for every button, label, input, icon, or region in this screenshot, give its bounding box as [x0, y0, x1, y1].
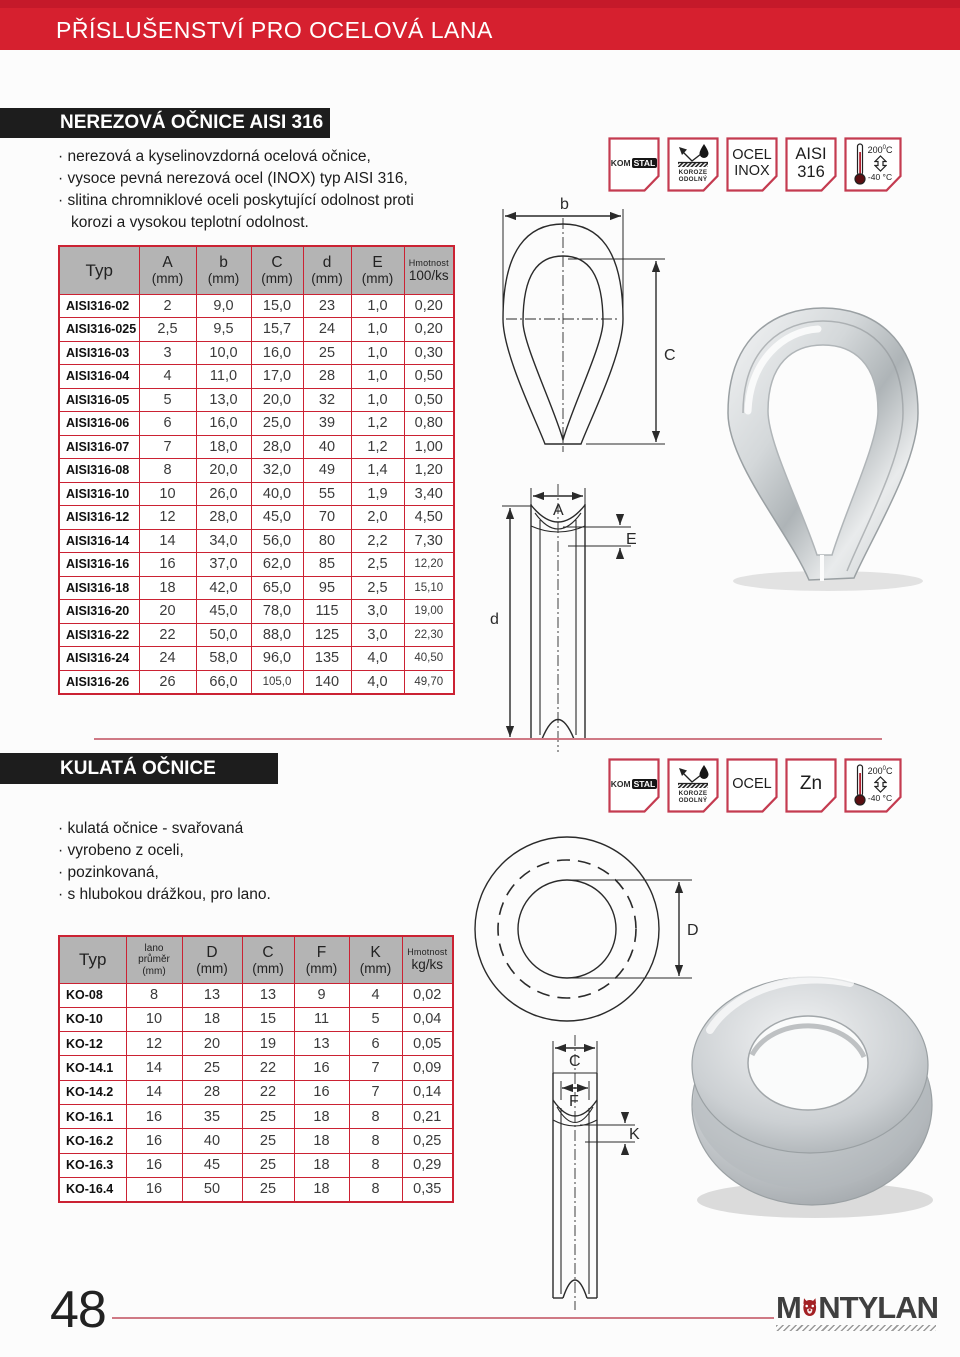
value-cell: 15 — [242, 1007, 294, 1031]
value-cell: 50,0 — [196, 623, 251, 647]
type-cell: AISI316-05 — [59, 388, 139, 412]
value-cell: 39 — [303, 412, 351, 436]
value-cell: 16 — [126, 1177, 182, 1201]
type-cell: KO-10 — [59, 1007, 126, 1031]
value-cell: 13 — [294, 1032, 349, 1056]
value-cell: 22 — [242, 1056, 294, 1080]
dim-label-A: A — [553, 502, 564, 519]
table-row — [59, 318, 454, 342]
value-cell: 19 — [242, 1032, 294, 1056]
column-header: Typ — [59, 246, 139, 294]
value-cell: 16 — [294, 1080, 349, 1104]
komstal-badge: KOM STAL — [608, 137, 660, 192]
footer-rule — [112, 1317, 774, 1319]
page-header-bar — [0, 0, 960, 50]
round-thimble-spec-table — [58, 935, 454, 1203]
bullet-item: korozi a vysokou teplotní odolnost. — [71, 214, 309, 231]
logo-underline — [776, 1325, 936, 1331]
type-cell: KO-14.1 — [59, 1056, 126, 1080]
badge-label: AISI — [795, 144, 827, 163]
value-cell: 4,0 — [351, 647, 404, 671]
value-cell: 37,0 — [196, 553, 251, 577]
value-cell: 3 — [139, 341, 196, 365]
value-cell: 105,0 — [251, 670, 303, 694]
value-cell: 17,0 — [251, 365, 303, 389]
section-divider — [94, 738, 882, 740]
dim-label-b: b — [560, 196, 569, 213]
value-cell: 58,0 — [196, 647, 251, 671]
value-cell: 0,04 — [402, 1007, 453, 1031]
value-cell: 19,00 — [404, 600, 454, 624]
value-cell: 9,5 — [196, 318, 251, 342]
value-cell: 20,0 — [196, 459, 251, 483]
type-cell: AISI316-04 — [59, 365, 139, 389]
komstal-logo: KOM — [610, 158, 631, 168]
table-row — [59, 412, 454, 436]
value-cell: 1,9 — [351, 482, 404, 506]
value-cell: 5 — [139, 388, 196, 412]
thermometer-icon — [854, 763, 866, 806]
temperature-range-badge — [844, 137, 902, 192]
value-cell: 10 — [139, 482, 196, 506]
value-cell: 4,50 — [404, 506, 454, 530]
bullet-list — [58, 146, 414, 234]
corrosion-resistant-badge: KOROZE ODOLNÝ — [667, 758, 719, 813]
column-header: K (mm) — [349, 936, 402, 983]
table-row — [59, 341, 454, 365]
column-header: D (mm) — [182, 936, 242, 983]
type-cell: AISI316-22 — [59, 623, 139, 647]
bullet-item: · slitina chromniklové oceli poskytující odolnost proti — [58, 192, 414, 209]
value-cell: 0,20 — [404, 294, 454, 318]
value-cell: 12 — [126, 1032, 182, 1056]
value-cell: 6 — [139, 412, 196, 436]
value-cell: 15,0 — [251, 294, 303, 318]
aisi316-spec-table — [58, 245, 455, 695]
type-cell: AISI316-20 — [59, 600, 139, 624]
value-cell: 32,0 — [251, 459, 303, 483]
value-cell: 20 — [139, 600, 196, 624]
type-cell: KO-12 — [59, 1032, 126, 1056]
value-cell: 85 — [303, 553, 351, 577]
value-cell: 0,02 — [402, 983, 453, 1007]
value-cell: 18 — [139, 576, 196, 600]
value-cell: 18,0 — [196, 435, 251, 459]
value-cell: 80 — [303, 529, 351, 553]
section-header-round-thimble — [0, 753, 278, 784]
value-cell: 24 — [139, 647, 196, 671]
logo-letters-rest: NTYLAN — [818, 1290, 938, 1325]
column-header: lano průměr (mm) — [126, 936, 182, 983]
value-cell: 18 — [294, 1129, 349, 1153]
value-cell: 65,0 — [251, 576, 303, 600]
table-row — [59, 647, 454, 671]
type-cell: AISI316-24 — [59, 647, 139, 671]
value-cell: 10,0 — [196, 341, 251, 365]
value-cell: 11,0 — [196, 365, 251, 389]
type-cell: KO-16.3 — [59, 1153, 126, 1177]
updown-arrow-icon — [874, 776, 887, 793]
value-cell: 24 — [303, 318, 351, 342]
type-cell: KO-14.2 — [59, 1080, 126, 1104]
value-cell: 8 — [349, 1129, 402, 1153]
corrosion-resistant-badge: KOROZE ODOLNÝ — [667, 137, 719, 192]
column-header: d (mm) — [303, 246, 351, 294]
type-cell: AISI316-08 — [59, 459, 139, 483]
value-cell: 25 — [242, 1153, 294, 1177]
value-cell: 18 — [294, 1104, 349, 1128]
value-cell: 25 — [242, 1129, 294, 1153]
value-cell: 18 — [182, 1007, 242, 1031]
value-cell: 0,80 — [404, 412, 454, 436]
value-cell: 2,0 — [351, 506, 404, 530]
temp-high-label: $200^0C$ — [867, 144, 893, 155]
value-cell: 1,0 — [351, 341, 404, 365]
type-cell: KO-16.1 — [59, 1104, 126, 1128]
column-header: F (mm) — [294, 936, 349, 983]
table-row — [59, 1080, 453, 1104]
value-cell: 5 — [349, 1007, 402, 1031]
badge-label: OCEL — [732, 146, 772, 163]
value-cell: 13,0 — [196, 388, 251, 412]
table-row — [59, 435, 454, 459]
temp-high-label: $200^0C$ — [867, 765, 893, 776]
column-header: C (mm) — [242, 936, 294, 983]
value-cell: 70 — [303, 506, 351, 530]
type-cell: AISI316-03 — [59, 341, 139, 365]
column-header: E (mm) — [351, 246, 404, 294]
value-cell: 56,0 — [251, 529, 303, 553]
value-cell: 14 — [126, 1056, 182, 1080]
value-cell: 4,0 — [351, 670, 404, 694]
value-cell: 25,0 — [251, 412, 303, 436]
ocel-inox-badge: OCEL INOX — [726, 137, 778, 192]
value-cell: 1,2 — [351, 412, 404, 436]
page-title: PŘÍSLUŠENSTVÍ PRO OCELOVÁ LANA — [56, 17, 493, 43]
table-row — [59, 365, 454, 389]
value-cell: 0,14 — [402, 1080, 453, 1104]
badge-row — [608, 137, 902, 192]
table-row — [59, 1056, 453, 1080]
temp-low-label: -40 °C — [867, 171, 893, 182]
value-cell: 16,0 — [251, 341, 303, 365]
table-row — [59, 482, 454, 506]
dim-label-E: E — [626, 531, 637, 548]
value-cell: 28,0 — [196, 506, 251, 530]
value-cell: 20 — [182, 1032, 242, 1056]
value-cell: 14 — [126, 1080, 182, 1104]
value-cell: 25 — [182, 1056, 242, 1080]
column-header: Hmotnost kg/ks — [402, 936, 453, 983]
value-cell: 16 — [126, 1129, 182, 1153]
thimble-technical-drawing — [468, 194, 678, 756]
value-cell: 23 — [303, 294, 351, 318]
komstal-badge: KOM STAL — [608, 758, 660, 813]
value-cell: 22,30 — [404, 623, 454, 647]
value-cell: 96,0 — [251, 647, 303, 671]
value-cell: 1,20 — [404, 459, 454, 483]
type-cell: AISI316-06 — [59, 412, 139, 436]
page-number: 48 — [50, 1281, 106, 1339]
bullet-item: · s hlubokou drážkou, pro lano. — [58, 886, 271, 903]
value-cell: 22 — [139, 623, 196, 647]
value-cell: 16 — [126, 1153, 182, 1177]
value-cell: 40 — [303, 435, 351, 459]
value-cell: 1,0 — [351, 294, 404, 318]
table-row — [59, 459, 454, 483]
value-cell: 135 — [303, 647, 351, 671]
value-cell: 2,5 — [139, 318, 196, 342]
value-cell: 28 — [303, 365, 351, 389]
table-row — [59, 576, 454, 600]
value-cell: 16 — [294, 1056, 349, 1080]
value-cell: 0,29 — [402, 1153, 453, 1177]
value-cell: 8 — [349, 1153, 402, 1177]
value-cell: 6 — [349, 1032, 402, 1056]
round-thimble-photo — [670, 945, 952, 1233]
value-cell: 1,2 — [351, 435, 404, 459]
value-cell: 13 — [182, 983, 242, 1007]
value-cell: 3,0 — [351, 600, 404, 624]
table-row — [59, 670, 454, 694]
value-cell: 15,10 — [404, 576, 454, 600]
bullet-item: · vyrobeno z oceli, — [58, 842, 184, 859]
value-cell: 12,20 — [404, 553, 454, 577]
badge-row — [608, 758, 902, 813]
value-cell: 9,0 — [196, 294, 251, 318]
value-cell: 0,09 — [402, 1056, 453, 1080]
type-cell: AISI316-18 — [59, 576, 139, 600]
value-cell: 3,0 — [351, 623, 404, 647]
dim-label-D: D — [687, 922, 699, 939]
value-cell: 25 — [242, 1104, 294, 1128]
value-cell: 25 — [242, 1177, 294, 1201]
table-row — [59, 983, 453, 1007]
value-cell: 1,0 — [351, 365, 404, 389]
value-cell: 2,2 — [351, 529, 404, 553]
value-cell: 26 — [139, 670, 196, 694]
table-row — [59, 388, 454, 412]
badge-label: KOROZE — [678, 168, 708, 176]
column-header: b (mm) — [196, 246, 251, 294]
value-cell: 28 — [182, 1080, 242, 1104]
value-cell: 2,5 — [351, 576, 404, 600]
logo-letter-m: M — [776, 1290, 801, 1325]
type-cell: AISI316-12 — [59, 506, 139, 530]
temperature-range-badge — [844, 758, 902, 813]
table-row — [59, 1007, 453, 1031]
brand-logo — [776, 1292, 938, 1331]
stainless-thimble-photo — [688, 293, 956, 593]
bullet-item: · pozinkovaná, — [58, 864, 159, 881]
type-cell: AISI316-14 — [59, 529, 139, 553]
value-cell: 1,4 — [351, 459, 404, 483]
value-cell: 0,30 — [404, 341, 454, 365]
value-cell: 95 — [303, 576, 351, 600]
value-cell: 62,0 — [251, 553, 303, 577]
dim-label-K: K — [629, 1126, 640, 1143]
value-cell: 15,7 — [251, 318, 303, 342]
value-cell: 7 — [349, 1056, 402, 1080]
value-cell: 66,0 — [196, 670, 251, 694]
value-cell: 16 — [126, 1104, 182, 1128]
value-cell: 2,5 — [351, 553, 404, 577]
value-cell: 10 — [126, 1007, 182, 1031]
table-row — [59, 294, 454, 318]
value-cell: 35 — [182, 1104, 242, 1128]
bullet-item: · vysoce pevná nerezová ocel (INOX) typ AISI 316, — [58, 170, 408, 187]
value-cell: 7,30 — [404, 529, 454, 553]
value-cell: 1,0 — [351, 318, 404, 342]
value-cell: 4 — [139, 365, 196, 389]
dim-label-d: d — [490, 611, 499, 628]
zn-badge — [785, 758, 837, 813]
updown-arrow-icon — [874, 155, 887, 172]
table-row — [59, 553, 454, 577]
bullet-item: · kulatá očnice - svařovaná — [58, 820, 244, 837]
value-cell: 14 — [139, 529, 196, 553]
table-row — [59, 506, 454, 530]
column-header: Hmotnost 100/ks — [404, 246, 454, 294]
badge-label: OCEL — [732, 775, 772, 792]
value-cell: 42,0 — [196, 576, 251, 600]
value-cell: 18 — [294, 1177, 349, 1201]
value-cell: 49 — [303, 459, 351, 483]
value-cell: 0,20 — [404, 318, 454, 342]
value-cell: 88,0 — [251, 623, 303, 647]
table-row — [59, 1104, 453, 1128]
table-row — [59, 1177, 453, 1201]
value-cell: 40,0 — [251, 482, 303, 506]
column-header: Typ — [59, 936, 126, 983]
value-cell: 18 — [294, 1153, 349, 1177]
table-row — [59, 623, 454, 647]
value-cell: 0,05 — [402, 1032, 453, 1056]
value-cell: 40 — [182, 1129, 242, 1153]
column-header: A (mm) — [139, 246, 196, 294]
value-cell: 0,50 — [404, 388, 454, 412]
value-cell: 78,0 — [251, 600, 303, 624]
dim-label-F: F — [569, 1093, 579, 1110]
value-cell: 26,0 — [196, 482, 251, 506]
komstal-logo: KOM — [610, 779, 631, 789]
value-cell: 55 — [303, 482, 351, 506]
value-cell: 49,70 — [404, 670, 454, 694]
type-cell: KO-16.4 — [59, 1177, 126, 1201]
value-cell: 13 — [242, 983, 294, 1007]
value-cell: 32 — [303, 388, 351, 412]
value-cell: 9 — [294, 983, 349, 1007]
type-cell: KO-16.2 — [59, 1129, 126, 1153]
value-cell: 115 — [303, 600, 351, 624]
value-cell: 0,21 — [402, 1104, 453, 1128]
section-title: NEREZOVÁ OČNICE AISI 316 — [60, 112, 324, 133]
badge-label: Zn — [799, 773, 823, 795]
table-row — [59, 1032, 453, 1056]
type-cell: AISI316-02 — [59, 294, 139, 318]
aisi316-badge: AISI 316 — [785, 137, 837, 192]
bullet-item: · nerezová a kyselinovzdorná ocelová očnice, — [58, 148, 371, 165]
value-cell: 8 — [349, 1177, 402, 1201]
type-cell: AISI316-10 — [59, 482, 139, 506]
value-cell: 45,0 — [251, 506, 303, 530]
type-cell: KO-08 — [59, 983, 126, 1007]
value-cell: 16,0 — [196, 412, 251, 436]
dim-label-C: C — [664, 347, 676, 364]
value-cell: 0,25 — [402, 1129, 453, 1153]
value-cell: 50 — [182, 1177, 242, 1201]
value-cell: 7 — [349, 1080, 402, 1104]
value-cell: 28,0 — [251, 435, 303, 459]
value-cell: 12 — [139, 506, 196, 530]
badge-label: KOROZE — [678, 789, 708, 797]
type-cell: AISI316-16 — [59, 553, 139, 577]
table-row — [59, 600, 454, 624]
column-header: C (mm) — [251, 246, 303, 294]
value-cell: 16 — [139, 553, 196, 577]
value-cell: 8 — [349, 1104, 402, 1128]
value-cell: 8 — [126, 983, 182, 1007]
value-cell: 0,50 — [404, 365, 454, 389]
value-cell: 140 — [303, 670, 351, 694]
thermometer-icon — [854, 142, 866, 185]
value-cell: 34,0 — [196, 529, 251, 553]
value-cell: 20,0 — [251, 388, 303, 412]
type-cell: AISI316-07 — [59, 435, 139, 459]
value-cell: 0,35 — [402, 1177, 453, 1201]
temp-low-label: -40 °C — [867, 792, 893, 803]
corrosion-icon — [676, 764, 710, 789]
value-cell: 7 — [139, 435, 196, 459]
value-cell: 8 — [139, 459, 196, 483]
value-cell: 1,0 — [351, 388, 404, 412]
value-cell: 11 — [294, 1007, 349, 1031]
value-cell: 25 — [303, 341, 351, 365]
value-cell: 4 — [349, 983, 402, 1007]
value-cell: 2 — [139, 294, 196, 318]
value-cell: 3,40 — [404, 482, 454, 506]
value-cell: 22 — [242, 1080, 294, 1104]
table-row — [59, 1129, 453, 1153]
dog-head-icon — [801, 1293, 818, 1323]
dim-label-C: C — [569, 1053, 581, 1070]
type-cell: AISI316-025 — [59, 318, 139, 342]
type-cell: AISI316-26 — [59, 670, 139, 694]
value-cell: 40,50 — [404, 647, 454, 671]
value-cell: 45,0 — [196, 600, 251, 624]
bullet-list — [58, 818, 271, 906]
ocel-badge — [726, 758, 778, 813]
value-cell: 125 — [303, 623, 351, 647]
corrosion-icon — [676, 143, 710, 168]
section-title: KULATÁ OČNICE — [60, 757, 216, 779]
section-header-stainless-thimble — [0, 108, 330, 138]
value-cell: 1,00 — [404, 435, 454, 459]
value-cell: 45 — [182, 1153, 242, 1177]
table-row — [59, 1153, 453, 1177]
table-row — [59, 529, 454, 553]
